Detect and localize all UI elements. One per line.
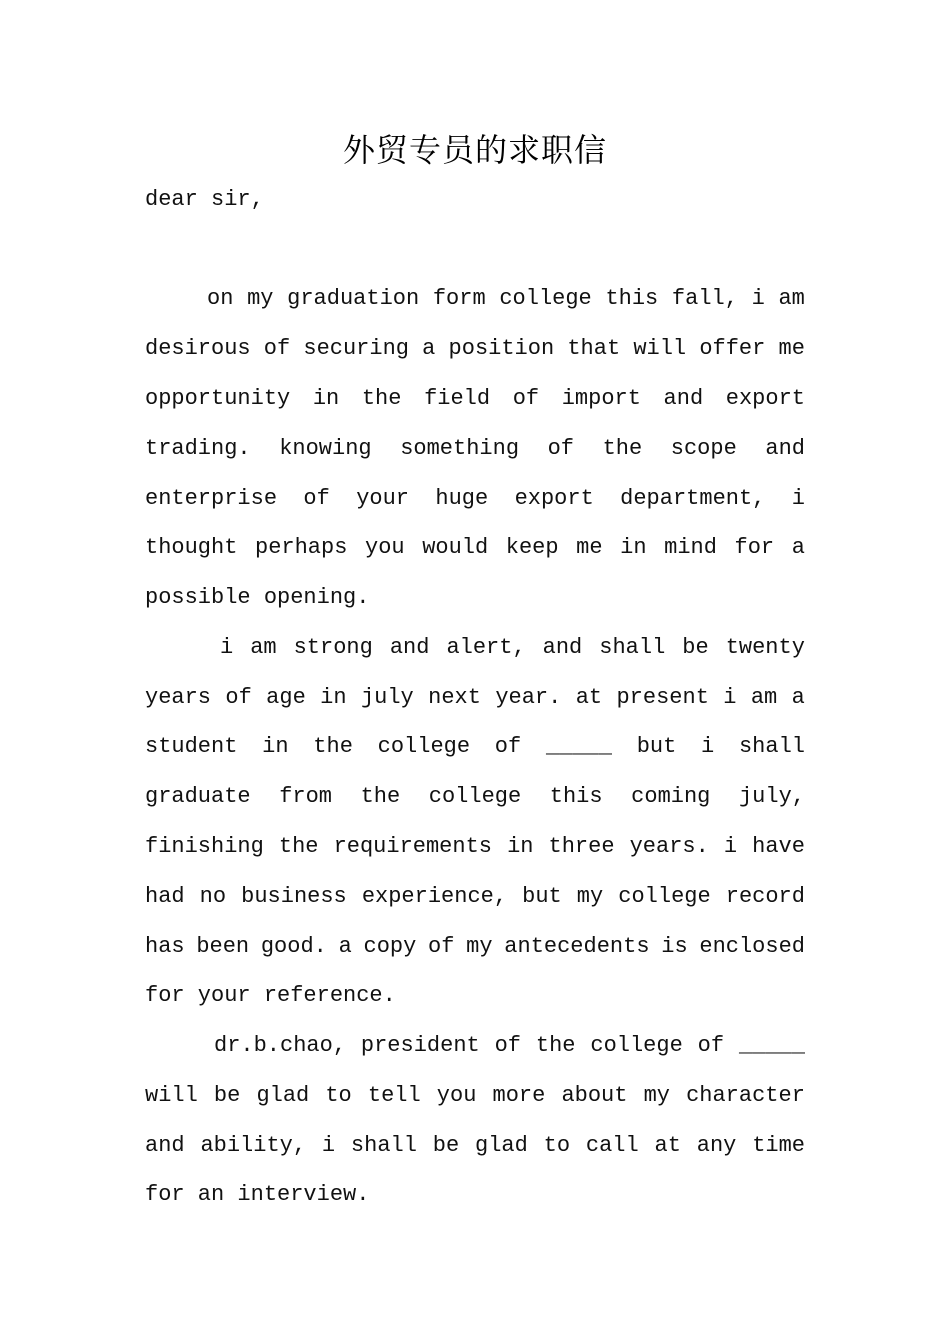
word: coming xyxy=(631,784,711,809)
word: your xyxy=(356,486,409,511)
paragraph-2-line-2 xyxy=(145,673,805,723)
word: graduate xyxy=(145,784,251,809)
word: in xyxy=(320,685,347,710)
word: dr.b.chao, xyxy=(214,1033,347,1058)
word: this xyxy=(549,784,603,809)
word: of xyxy=(225,685,252,710)
word: keep xyxy=(505,535,559,560)
word: at xyxy=(575,685,603,710)
word: scope xyxy=(670,436,737,461)
word: years. xyxy=(629,834,709,859)
word: college xyxy=(499,286,592,311)
word: record xyxy=(725,884,805,909)
word: and xyxy=(145,1133,185,1158)
word: shall xyxy=(599,635,666,660)
word: of xyxy=(303,486,330,511)
word: am xyxy=(750,685,778,710)
word: but xyxy=(636,734,677,759)
word: am xyxy=(250,635,277,660)
paragraph-2-line-6 xyxy=(145,872,805,922)
word: experience, xyxy=(361,884,508,909)
word: time xyxy=(752,1133,805,1158)
word: college xyxy=(377,734,471,759)
word: i xyxy=(751,286,765,311)
word: be xyxy=(682,635,709,660)
word: enterprise xyxy=(145,486,278,511)
word: to xyxy=(543,1133,571,1158)
word: been xyxy=(196,934,250,959)
word: this xyxy=(605,286,659,311)
word: in xyxy=(312,386,340,411)
word: department, xyxy=(620,486,766,511)
word: years xyxy=(145,685,212,710)
word: and xyxy=(389,635,430,660)
paragraph-1-line-7: possible opening. xyxy=(145,585,370,610)
word: good. xyxy=(260,934,327,959)
word: shall xyxy=(350,1133,417,1158)
word: you xyxy=(365,535,405,560)
word: i xyxy=(791,486,805,511)
word: requirements xyxy=(333,834,492,859)
word: any xyxy=(696,1133,737,1158)
word: import xyxy=(561,386,641,411)
word: my xyxy=(247,286,274,311)
word: three xyxy=(548,834,615,859)
word: on xyxy=(207,286,234,311)
paragraph-3-line-4: for an interview. xyxy=(145,1182,370,1207)
word: position xyxy=(448,336,555,361)
paragraph-2-line-8: for your reference. xyxy=(145,983,396,1008)
word: alert, xyxy=(446,635,526,660)
paragraph-2-line-3 xyxy=(145,722,805,772)
word: desirous xyxy=(145,336,251,361)
word: me xyxy=(778,336,805,361)
word: is xyxy=(661,934,688,959)
word: college xyxy=(590,1033,683,1058)
word: about xyxy=(561,1083,628,1108)
word: i xyxy=(723,834,738,859)
word: be xyxy=(432,1133,460,1158)
word: glad xyxy=(256,1083,310,1108)
word: more xyxy=(492,1083,546,1108)
word: a xyxy=(338,934,352,959)
word: student xyxy=(145,734,238,759)
word: my xyxy=(576,884,604,909)
word: the xyxy=(278,834,319,859)
word: of xyxy=(494,734,522,759)
word: character xyxy=(686,1083,805,1108)
word: twenty xyxy=(725,635,805,660)
word: and xyxy=(663,386,704,411)
word: has xyxy=(145,934,185,959)
word: trading. xyxy=(145,436,251,461)
word: strong xyxy=(293,635,373,660)
paragraph-1-line-5 xyxy=(145,474,805,524)
word: for xyxy=(734,535,775,560)
word: field xyxy=(424,386,491,411)
word: knowing xyxy=(279,436,372,461)
word: have xyxy=(752,834,805,859)
word: year. xyxy=(495,685,562,710)
word: _____ xyxy=(545,734,612,759)
word: you xyxy=(436,1083,477,1108)
word: my xyxy=(643,1083,670,1108)
paragraph-3-line-3 xyxy=(145,1121,805,1171)
word: offer xyxy=(699,336,766,361)
word: export xyxy=(514,486,594,511)
word: at xyxy=(654,1133,681,1158)
word: a xyxy=(791,535,805,560)
word: copy xyxy=(363,934,417,959)
paragraph-2-line-1 xyxy=(220,623,805,673)
word: had xyxy=(145,884,185,909)
word: shall xyxy=(738,734,805,759)
word: something xyxy=(400,436,520,461)
word: of xyxy=(547,436,575,461)
word: i xyxy=(220,635,234,660)
word: july, xyxy=(738,784,805,809)
paragraph-1-line-2 xyxy=(145,324,805,374)
word: college xyxy=(428,784,522,809)
word: securing xyxy=(303,336,409,361)
word: business xyxy=(241,884,347,909)
document-title: 外贸专员的求职信 xyxy=(342,131,607,169)
word: me xyxy=(576,535,603,560)
word: of xyxy=(263,336,291,361)
word: in xyxy=(262,734,289,759)
word: am xyxy=(778,286,805,311)
salutation: dear sir, xyxy=(145,187,264,212)
word: next xyxy=(428,685,481,710)
word: july xyxy=(360,685,414,710)
word: ability, xyxy=(200,1133,307,1158)
word: will xyxy=(145,1083,198,1108)
word: glad xyxy=(475,1133,528,1158)
word: that xyxy=(567,336,621,361)
word: perhaps xyxy=(255,535,348,560)
word: and xyxy=(542,635,583,660)
word: mind xyxy=(664,535,717,560)
word: finishing xyxy=(145,834,264,859)
word: in xyxy=(620,535,647,560)
word: of xyxy=(494,1033,522,1058)
paragraph-1-line-6 xyxy=(145,523,805,573)
word: i xyxy=(701,734,715,759)
paragraph-2-line-4 xyxy=(145,772,805,822)
word: would xyxy=(422,535,489,560)
paragraph-1-line-3 xyxy=(145,374,805,424)
word: i xyxy=(723,685,737,710)
word: will xyxy=(633,336,687,361)
word: of xyxy=(512,386,540,411)
word: a xyxy=(791,685,805,710)
word: _____ xyxy=(738,1033,805,1058)
word: a xyxy=(422,336,436,361)
word: opportunity xyxy=(145,386,291,411)
word: the xyxy=(313,734,353,759)
word: be xyxy=(213,1083,241,1108)
word: i xyxy=(321,1133,336,1158)
word: the xyxy=(535,1033,576,1058)
word: form xyxy=(432,286,486,311)
word: age xyxy=(266,685,306,710)
word: enclosed xyxy=(699,934,805,959)
paragraph-2-line-5 xyxy=(145,822,805,872)
word: graduation xyxy=(287,286,420,311)
word: antecedents xyxy=(504,934,650,959)
word: in xyxy=(507,834,534,859)
word: the xyxy=(360,784,401,809)
paragraph-1-line-1 xyxy=(207,274,805,324)
paragraph-2-line-7 xyxy=(145,922,805,972)
word: my xyxy=(466,934,493,959)
word: but xyxy=(522,884,562,909)
word: export xyxy=(725,386,805,411)
word: of xyxy=(697,1033,725,1058)
word: from xyxy=(279,784,333,809)
word: huge xyxy=(435,486,489,511)
word: the xyxy=(361,386,402,411)
word: to xyxy=(325,1083,352,1108)
paragraph-3-line-1 xyxy=(214,1021,805,1071)
word: of xyxy=(428,934,455,959)
word: call xyxy=(585,1133,639,1158)
word: president xyxy=(360,1033,480,1058)
word: college xyxy=(618,884,711,909)
word: present xyxy=(616,685,709,710)
word: fall, xyxy=(671,286,738,311)
word: thought xyxy=(145,535,238,560)
word: no xyxy=(199,884,227,909)
paragraph-3-line-2 xyxy=(145,1071,805,1121)
paragraph-1-line-4 xyxy=(145,424,805,474)
word: tell xyxy=(367,1083,421,1108)
word: the xyxy=(602,436,643,461)
word: and xyxy=(765,436,805,461)
